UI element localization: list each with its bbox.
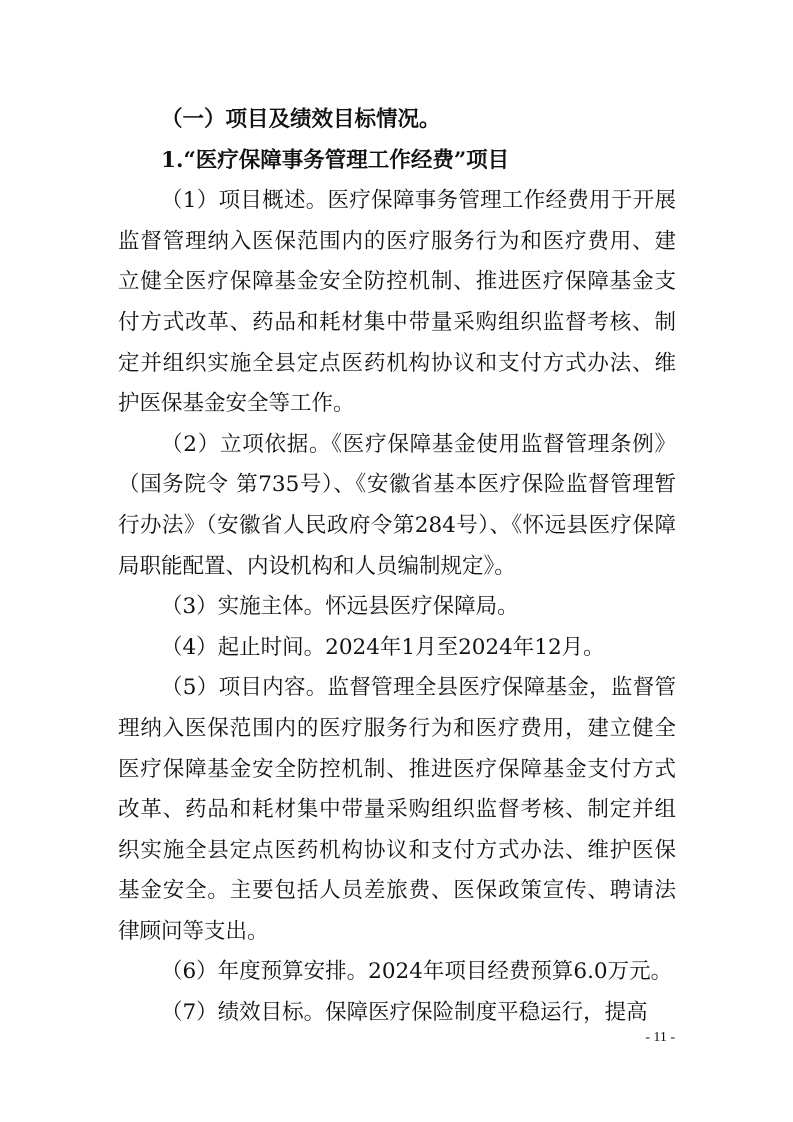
page-number: - 11 - [645, 1030, 675, 1045]
document-body [118, 100, 676, 1034]
paragraph-overview: （1）项目概述。医疗保障事务管理工作经费用于开展监督管理纳入医保范围内的医疗服务行为和医疗费用、建立健全医疗保障基金安全防控机制、推进医疗保障基金支付方式改革、药品和耗材集中带量采购组织监督考核、制定并组织实施全县定点医药机构协议和支付方式办法、维护医保基金安全等工作。 [118, 188, 676, 417]
paragraph-basis: （2）立项依据。《医疗保障基金使用监督管理条例》（国务院令 第735号）、《安徽省基本医疗保险监督管理暂行办法》（安徽省人民政府令第284号）、《怀远县医疗保障局职能配置、内设机构和人员编制规定》。 [118, 431, 676, 579]
paragraph-content: （5）项目内容。监督管理全县医疗保障基金，监督管理纳入医保范围内的医疗服务行为和医疗费用，建立健全医疗保障基金安全防控机制、推进医疗保障基金支付方式改革、药品和耗材集中带量采购组织监督考核、制定并组织实施全县定点医药机构协议和支付方式办法、维护医保基金安全。主要包括人员差旅费、医保政策宣传、聘请法律顾问等支出。 [118, 675, 676, 944]
paragraph-period: （4）起止时间。2024年1月至2024年12月。 [161, 634, 605, 660]
paragraph-goal: （7）绩效目标。保障医疗保险制度平稳运行，提高 [161, 1000, 648, 1026]
project-heading: 1.“医疗保障事务管理工作经费”项目 [161, 147, 510, 173]
paragraph-budget: （6）年度预算安排。2024年项目经费预算6.0万元。 [161, 959, 673, 985]
paragraph-implementer: （3）实施主体。怀远县医疗保障局。 [161, 594, 519, 620]
section-heading: （一）项目及绩效目标情况。 [161, 107, 441, 132]
